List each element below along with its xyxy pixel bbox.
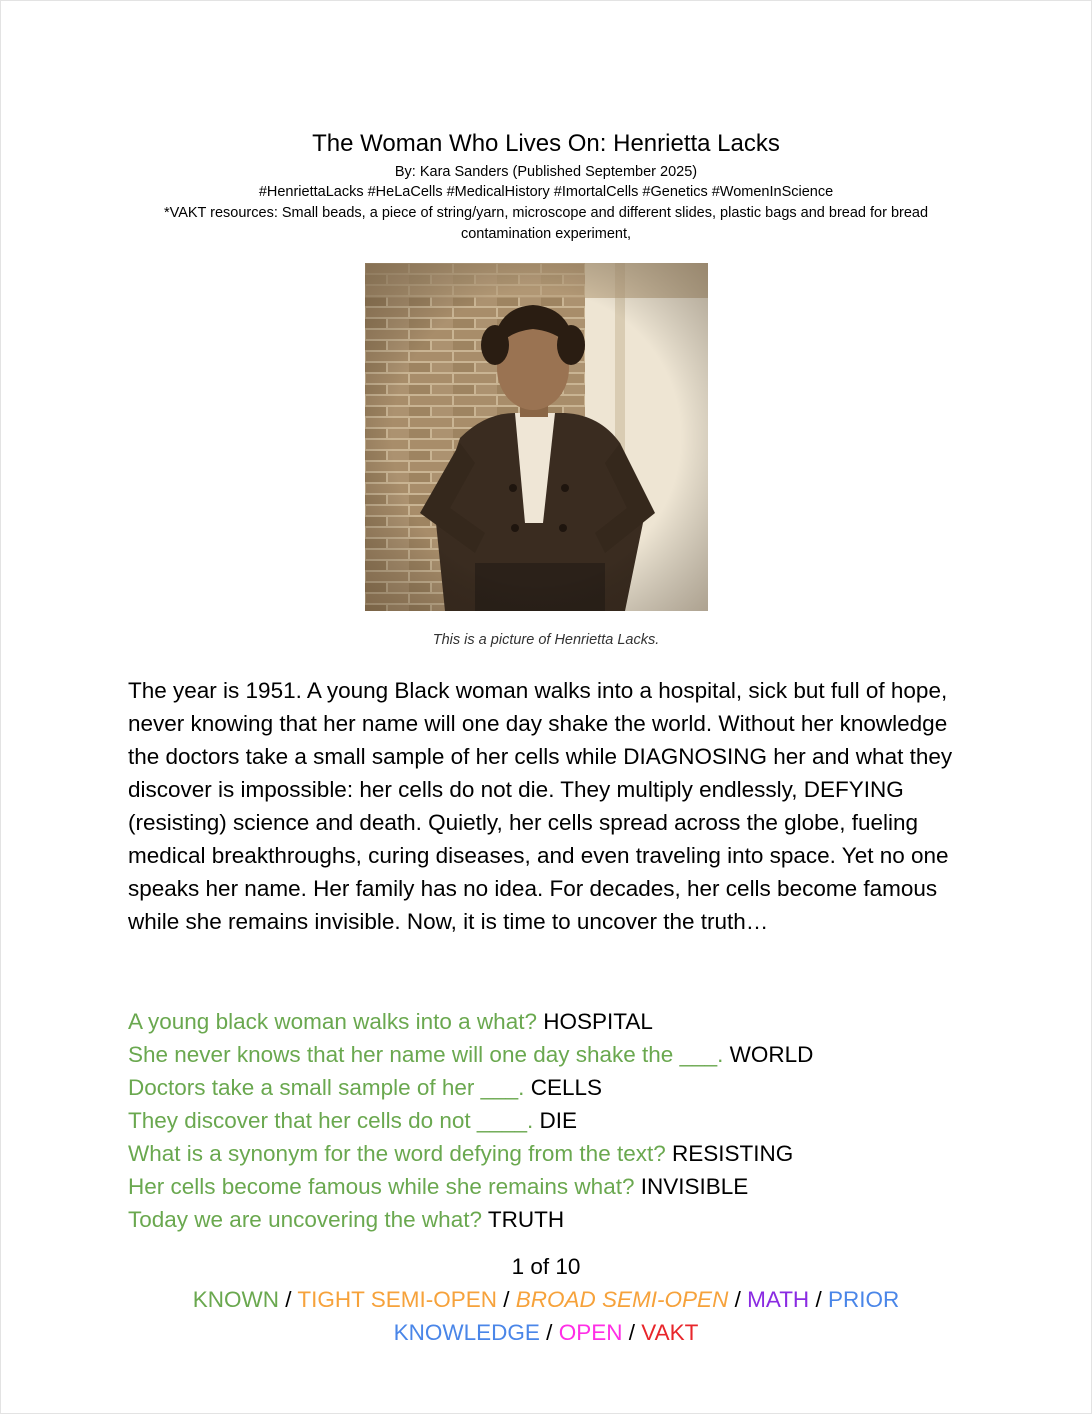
story-paragraph: The year is 1951. A young Black woman walks into a hospital, sick but full of hope, never knowing that her name will one day shake the world. Without her knowledge the doctors take a small sample of her cells while DIAGNOSING her and what they discover is impossible: her cells do not die. They multiply endlessly, DEFYING (resisting) science and death. Quietly, her cells spread across the globe, fueling medical breakthroughs, curing diseases, and even traveling into space. Yet no one speaks her name. Her family has no idea. For decades, her cells become famous while she remains invisible. Now, it is time to uncover the truth…: [128, 678, 953, 934]
question-line: [128, 1104, 978, 1137]
answer-text: WORLD: [729, 1042, 814, 1067]
question-line: [128, 1170, 978, 1203]
comprehension-questions: [128, 1005, 978, 1236]
legend-broad-semi-open: BROAD SEMI-OPEN: [515, 1287, 729, 1312]
answer-text: TRUTH: [487, 1207, 565, 1232]
question-text: She never knows that her name will one day shake the ___.: [128, 1042, 724, 1067]
question-text: A young black woman walks into a what?: [128, 1009, 537, 1034]
story-text: [128, 674, 973, 938]
legend-math: MATH: [747, 1287, 810, 1312]
legend-separator: /: [628, 1320, 635, 1345]
question-line: [128, 1038, 978, 1071]
question-line: [128, 1137, 978, 1170]
answer-text: INVISIBLE: [640, 1174, 749, 1199]
answer-text: HOSPITAL: [543, 1009, 653, 1034]
question-line: [128, 1005, 978, 1038]
legend-separator: /: [285, 1287, 292, 1312]
answer-text: DIE: [539, 1108, 578, 1133]
page-footer: [0, 1250, 1092, 1349]
legend-vakt: VAKT: [641, 1320, 699, 1345]
byline: By: Kara Sanders (Published September 2025): [394, 164, 698, 180]
question-text: Today we are uncovering the what?: [128, 1207, 482, 1232]
legend-tight-semi-open: TIGHT SEMI-OPEN: [297, 1287, 497, 1312]
vakt-resources: *VAKT resources: Small beads, a piece of string/yarn, microscope and different slides, plastic bags and bread for bread contamination experiment,: [163, 205, 929, 242]
legend-separator: /: [503, 1287, 510, 1312]
question-line: [128, 1203, 978, 1236]
page-number: 1 of 10: [511, 1254, 581, 1279]
color-legend: [146, 1283, 946, 1349]
hashtags: #HenriettaLacks #HeLaCells #MedicalHistory #ImortalCells #Genetics #WomenInScience: [258, 184, 834, 200]
question-line: [128, 1071, 978, 1104]
legend-known: KNOWN: [192, 1287, 279, 1312]
legend-separator: /: [815, 1287, 822, 1312]
question-text: Her cells become famous while she remains what?: [128, 1174, 635, 1199]
page-title: The Woman Who Lives On: Henrietta Lacks: [312, 130, 780, 157]
legend-separator: /: [734, 1287, 741, 1312]
question-text: Doctors take a small sample of her ___.: [128, 1075, 525, 1100]
document-header: [0, 128, 1092, 245]
legend-prior-knowledge: PRIOR KNOWLEDGE: [393, 1287, 900, 1345]
photo-caption: This is a picture of Henrietta Lacks.: [432, 632, 660, 648]
henrietta-lacks-photo: [365, 263, 708, 611]
question-text: What is a synonym for the word defying from the text?: [128, 1141, 666, 1166]
question-text: They discover that her cells do not ____.: [128, 1108, 534, 1133]
legend-open: OPEN: [558, 1320, 623, 1345]
answer-text: RESISTING: [672, 1141, 794, 1166]
legend-separator: /: [546, 1320, 553, 1345]
answer-text: CELLS: [530, 1075, 602, 1100]
